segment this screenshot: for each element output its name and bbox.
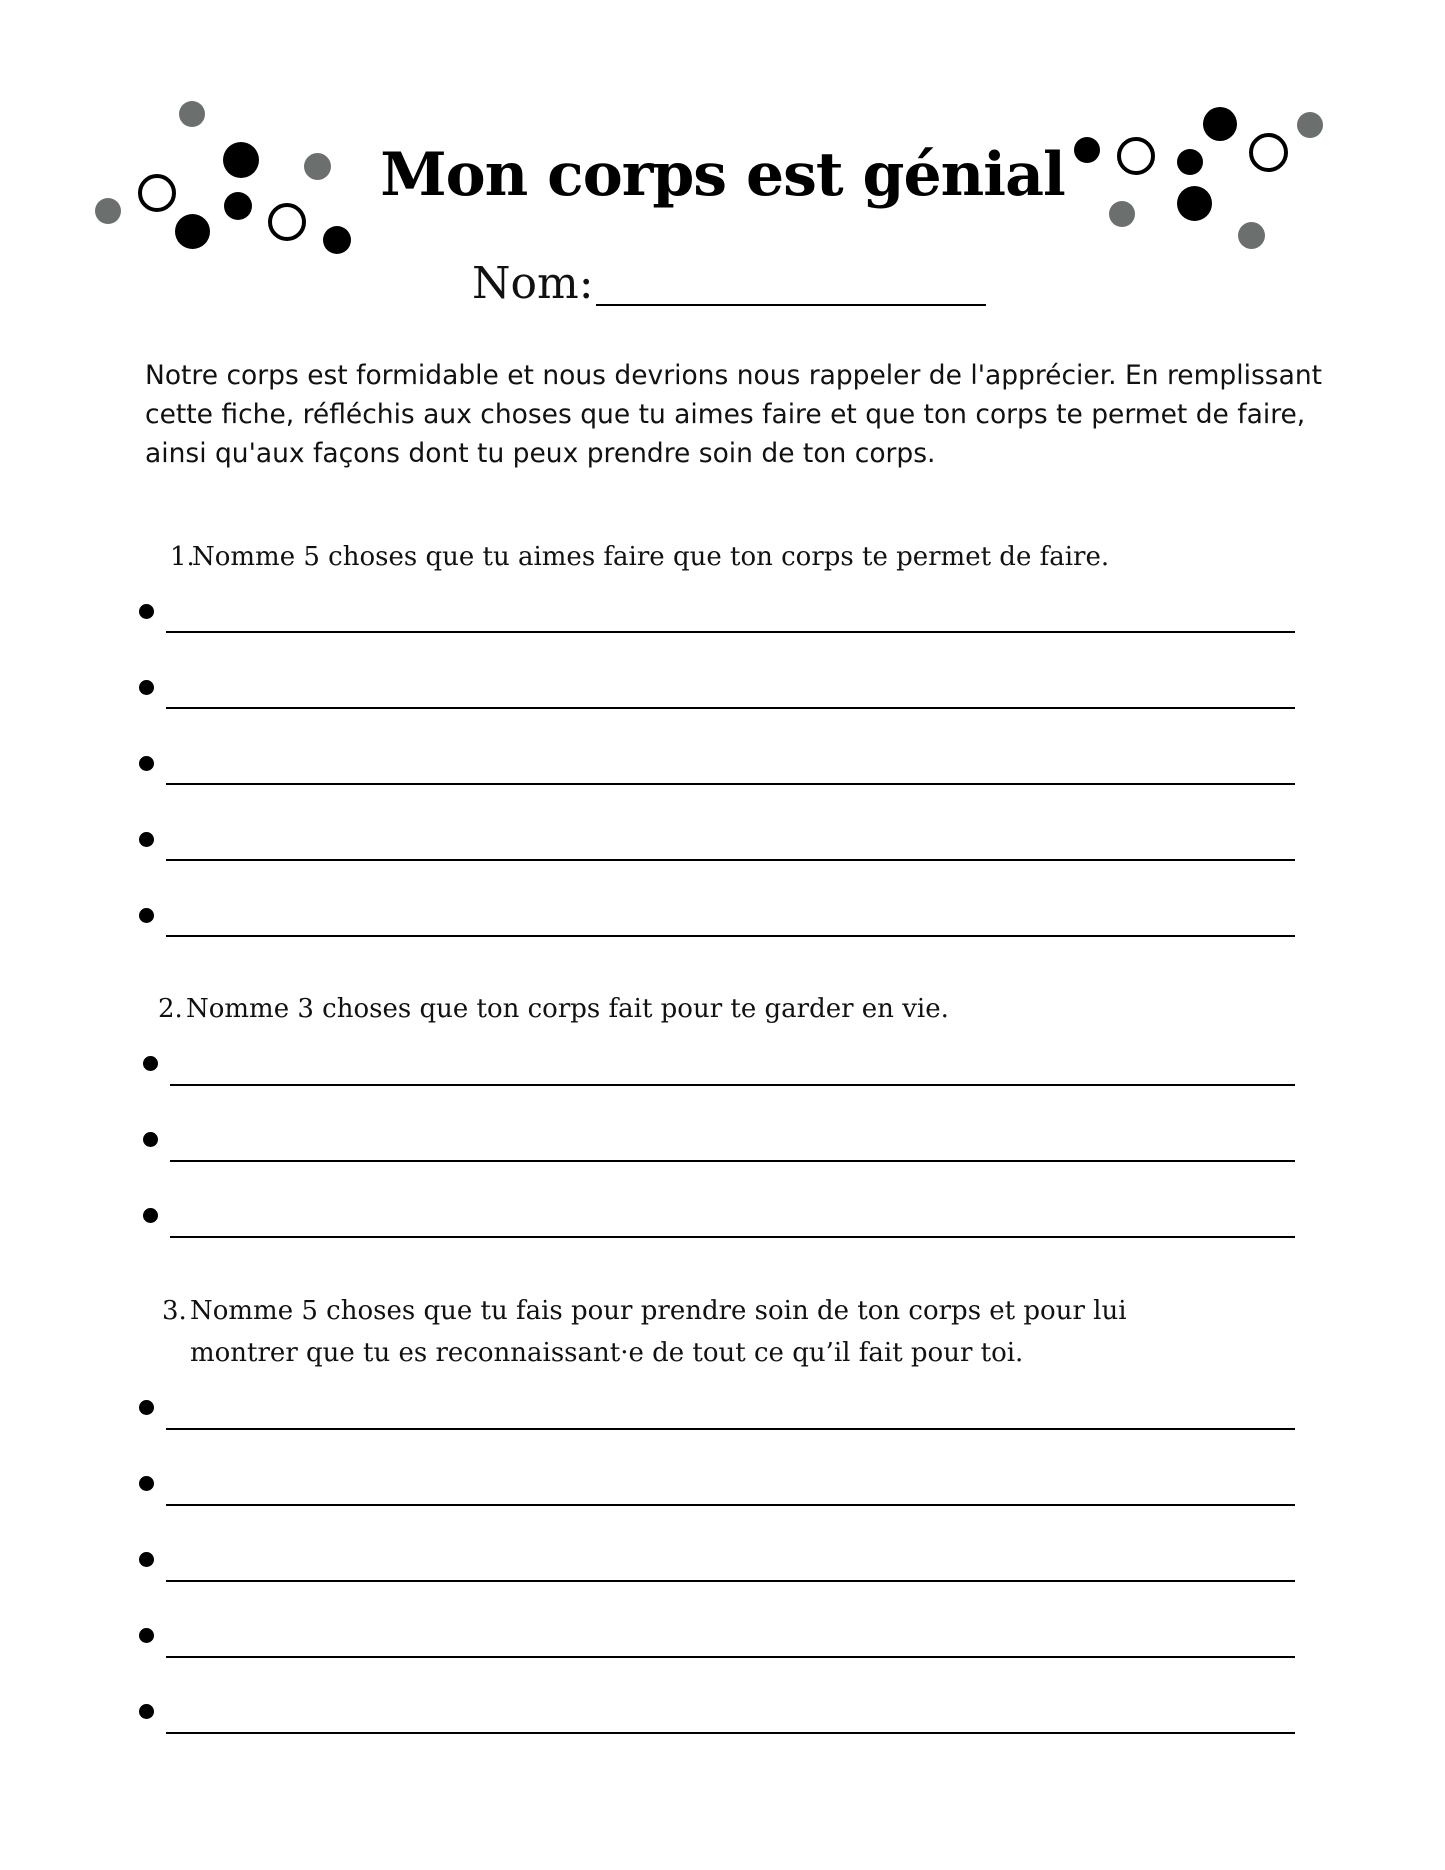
answer-line[interactable] xyxy=(0,750,1445,790)
decorative-dot xyxy=(1203,107,1237,141)
question-2 xyxy=(158,988,1308,1030)
decorative-dot xyxy=(1297,112,1323,138)
question-1 xyxy=(170,536,1320,578)
decorative-dot xyxy=(323,226,351,254)
decorative-dot xyxy=(179,101,205,127)
question-text: Nomme 5 choses que tu fais pour prendre soin de ton corps et pour lui montrer que tu es reconnaissant·e de tout ce qu’il fait pour toi. xyxy=(190,1296,1127,1368)
question-number: 2. xyxy=(158,994,183,1024)
answer-line[interactable] xyxy=(0,1202,1445,1242)
page-title: Mon corps est génial xyxy=(380,140,1065,210)
answer-line[interactable] xyxy=(0,1470,1445,1510)
answer-line[interactable] xyxy=(0,1050,1445,1090)
question-number: 1. xyxy=(170,542,195,572)
name-field xyxy=(472,258,986,309)
answer-line[interactable] xyxy=(0,1394,1445,1434)
answer-line[interactable] xyxy=(0,1622,1445,1662)
answer-line[interactable] xyxy=(0,598,1445,638)
name-input-line[interactable] xyxy=(596,268,986,306)
answer-line[interactable] xyxy=(0,1546,1445,1586)
name-label: Nom: xyxy=(472,258,594,309)
question-number: 3. xyxy=(162,1296,187,1326)
answer-line[interactable] xyxy=(0,674,1445,714)
decorative-dot xyxy=(1238,222,1265,249)
question-3 xyxy=(162,1290,1162,1374)
answer-line[interactable] xyxy=(0,1126,1445,1166)
intro-paragraph: Notre corps est formidable et nous devrions nous rappeler de l'apprécier. En remplissant cette fiche, réfléchis aux choses que tu aimes faire et que ton corps te permet de faire, ainsi qu'aux façons dont tu peux prendre soin de ton corps. xyxy=(145,360,1323,469)
answer-line[interactable] xyxy=(0,826,1445,866)
decorative-dot xyxy=(175,214,210,249)
answer-line[interactable] xyxy=(0,902,1445,942)
question-text: Nomme 3 choses que ton corps fait pour te garder en vie. xyxy=(186,994,949,1024)
answer-line[interactable] xyxy=(0,1698,1445,1738)
question-text: Nomme 5 choses que tu aimes faire que ton corps te permet de faire. xyxy=(192,542,1110,572)
